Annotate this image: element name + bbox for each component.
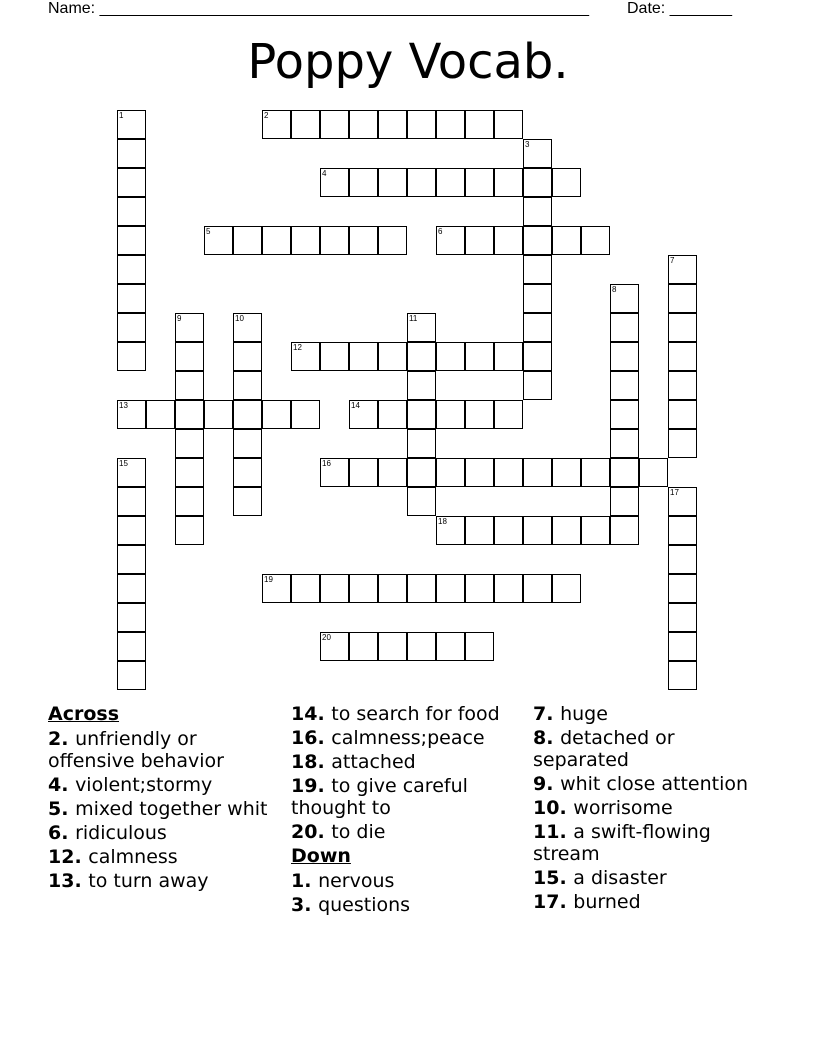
clue-text: to give careful thought to bbox=[291, 775, 468, 819]
grid-cell[interactable] bbox=[291, 342, 320, 371]
cell-number: 11 bbox=[409, 314, 418, 323]
grid-cell[interactable] bbox=[349, 574, 378, 603]
clue-item bbox=[533, 797, 773, 819]
clue-text: calmness;peace bbox=[331, 727, 485, 749]
grid-cell[interactable] bbox=[523, 139, 552, 168]
grid-cell[interactable] bbox=[639, 458, 668, 487]
grid-cell[interactable] bbox=[233, 342, 262, 371]
grid-cell[interactable] bbox=[407, 110, 436, 139]
name-field-label[interactable]: Name: _______________________________________________________ bbox=[48, 0, 589, 17]
grid-cell[interactable] bbox=[523, 516, 552, 545]
grid-cell[interactable] bbox=[117, 458, 146, 487]
grid-cell[interactable] bbox=[436, 632, 465, 661]
grid-cell[interactable] bbox=[610, 371, 639, 400]
cell-number: 13 bbox=[119, 401, 128, 410]
clue-number: 3. bbox=[291, 894, 319, 916]
grid-cell[interactable] bbox=[436, 342, 465, 371]
grid-cell[interactable] bbox=[378, 226, 407, 255]
clue-number: 2. bbox=[48, 728, 76, 750]
grid-cell[interactable] bbox=[117, 168, 146, 197]
clue-number: 16. bbox=[291, 727, 332, 749]
grid-cell[interactable] bbox=[117, 197, 146, 226]
clue-number: 18. bbox=[291, 751, 332, 773]
clue-item bbox=[533, 703, 773, 725]
grid-cell[interactable] bbox=[668, 574, 697, 603]
page-title: Poppy Vocab. bbox=[247, 34, 569, 90]
grid-cell[interactable] bbox=[465, 110, 494, 139]
clue-item bbox=[533, 891, 773, 913]
clue-text: huge bbox=[560, 703, 608, 725]
grid-cell[interactable] bbox=[668, 661, 697, 690]
clue-item bbox=[48, 870, 288, 892]
cell-number: 20 bbox=[322, 633, 331, 642]
grid-cell[interactable] bbox=[117, 139, 146, 168]
grid-cell[interactable] bbox=[378, 342, 407, 371]
clue-number: 4. bbox=[48, 774, 76, 796]
grid-cell[interactable] bbox=[175, 487, 204, 516]
grid-cell[interactable] bbox=[349, 632, 378, 661]
grid-cell[interactable] bbox=[320, 168, 349, 197]
grid-cell[interactable] bbox=[523, 168, 552, 197]
grid-cell[interactable] bbox=[117, 603, 146, 632]
clue-item bbox=[291, 727, 531, 749]
cell-number: 18 bbox=[438, 517, 447, 526]
clue-text: violent;stormy bbox=[75, 774, 213, 796]
grid-cell[interactable] bbox=[175, 371, 204, 400]
grid-cell[interactable] bbox=[465, 632, 494, 661]
grid-cell[interactable] bbox=[117, 342, 146, 371]
cell-number: 8 bbox=[612, 285, 617, 294]
grid-cell[interactable] bbox=[552, 168, 581, 197]
clue-item bbox=[48, 798, 288, 820]
grid-cell[interactable] bbox=[233, 487, 262, 516]
cell-number: 3 bbox=[525, 140, 530, 149]
grid-cell[interactable] bbox=[349, 110, 378, 139]
grid-cell[interactable] bbox=[523, 371, 552, 400]
clue-number: 14. bbox=[291, 703, 332, 725]
grid-cell[interactable] bbox=[668, 371, 697, 400]
clue-number: 1. bbox=[291, 870, 319, 892]
grid-cell[interactable] bbox=[407, 371, 436, 400]
grid-cell[interactable] bbox=[494, 168, 523, 197]
grid-cell[interactable] bbox=[117, 110, 146, 139]
grid-cell[interactable] bbox=[407, 458, 436, 487]
grid-cell[interactable] bbox=[117, 255, 146, 284]
grid-cell[interactable] bbox=[320, 110, 349, 139]
grid-cell[interactable] bbox=[175, 400, 204, 429]
clue-number: 7. bbox=[533, 703, 561, 725]
grid-cell[interactable] bbox=[552, 458, 581, 487]
clue-item bbox=[48, 728, 288, 772]
clue-item bbox=[48, 846, 288, 868]
cell-number: 5 bbox=[206, 227, 211, 236]
grid-cell[interactable] bbox=[262, 226, 291, 255]
grid-cell[interactable] bbox=[436, 110, 465, 139]
clue-item bbox=[291, 821, 531, 843]
clue-item bbox=[291, 870, 531, 892]
clue-number: 20. bbox=[291, 821, 332, 843]
grid-cell[interactable] bbox=[378, 110, 407, 139]
clue-text: nervous bbox=[318, 870, 395, 892]
grid-cell[interactable] bbox=[407, 342, 436, 371]
cell-number: 1 bbox=[119, 111, 124, 120]
clue-item bbox=[533, 821, 773, 865]
grid-cell[interactable] bbox=[204, 400, 233, 429]
clue-text: detached or separated bbox=[533, 727, 675, 771]
clue-heading: Across bbox=[48, 703, 120, 725]
grid-cell[interactable] bbox=[668, 400, 697, 429]
grid-cell[interactable] bbox=[465, 168, 494, 197]
grid-cell[interactable] bbox=[465, 400, 494, 429]
grid-cell[interactable] bbox=[610, 458, 639, 487]
clue-text: to die bbox=[331, 821, 386, 843]
clue-item bbox=[291, 775, 531, 819]
cell-number: 7 bbox=[670, 256, 675, 265]
grid-cell[interactable] bbox=[668, 632, 697, 661]
grid-cell[interactable] bbox=[320, 458, 349, 487]
clue-text: mixed together whit bbox=[75, 798, 268, 820]
grid-cell[interactable] bbox=[349, 458, 378, 487]
cell-number: 19 bbox=[264, 575, 273, 584]
grid-cell[interactable] bbox=[494, 458, 523, 487]
grid-cell[interactable] bbox=[204, 226, 233, 255]
clue-text: to search for food bbox=[331, 703, 500, 725]
date-field-label[interactable]: Date: _______ bbox=[627, 0, 732, 17]
grid-cell[interactable] bbox=[436, 168, 465, 197]
grid-cell[interactable] bbox=[552, 516, 581, 545]
grid-cell[interactable] bbox=[494, 226, 523, 255]
grid-cell[interactable] bbox=[117, 661, 146, 690]
grid-cell[interactable] bbox=[494, 400, 523, 429]
grid-cell[interactable] bbox=[262, 400, 291, 429]
grid-cell[interactable] bbox=[494, 110, 523, 139]
grid-cell[interactable] bbox=[610, 516, 639, 545]
grid-cell[interactable] bbox=[436, 516, 465, 545]
clue-text: a swift-flowing stream bbox=[533, 821, 711, 865]
clue-number: 12. bbox=[48, 846, 89, 868]
cell-number: 16 bbox=[322, 459, 331, 468]
clue-item bbox=[533, 867, 773, 889]
grid-cell[interactable] bbox=[668, 342, 697, 371]
cell-number: 6 bbox=[438, 227, 443, 236]
grid-cell[interactable] bbox=[378, 632, 407, 661]
clue-text: burned bbox=[573, 891, 641, 913]
grid-cell[interactable] bbox=[552, 574, 581, 603]
cell-number: 10 bbox=[235, 314, 244, 323]
grid-cell[interactable] bbox=[378, 458, 407, 487]
clue-number: 10. bbox=[533, 797, 574, 819]
grid-cell[interactable] bbox=[175, 516, 204, 545]
grid-cell[interactable] bbox=[349, 168, 378, 197]
grid-cell[interactable] bbox=[610, 284, 639, 313]
grid-cell[interactable] bbox=[668, 255, 697, 284]
grid-cell[interactable] bbox=[465, 516, 494, 545]
grid-cell[interactable] bbox=[349, 342, 378, 371]
grid-cell[interactable] bbox=[407, 487, 436, 516]
grid-cell[interactable] bbox=[610, 429, 639, 458]
grid-cell[interactable] bbox=[610, 400, 639, 429]
clue-text: to turn away bbox=[88, 870, 209, 892]
clues-column-2 bbox=[291, 703, 531, 918]
grid-cell[interactable] bbox=[523, 284, 552, 313]
clues-column-1 bbox=[48, 703, 288, 894]
grid-cell[interactable] bbox=[407, 429, 436, 458]
grid-cell[interactable] bbox=[117, 516, 146, 545]
clue-text: unfriendly or offensive behavior bbox=[48, 728, 224, 772]
grid-cell[interactable] bbox=[610, 342, 639, 371]
grid-cell[interactable] bbox=[407, 574, 436, 603]
grid-cell[interactable] bbox=[320, 226, 349, 255]
grid-cell[interactable] bbox=[320, 632, 349, 661]
clue-text: questions bbox=[318, 894, 411, 916]
clue-item bbox=[48, 774, 288, 796]
clues-column-3 bbox=[533, 703, 773, 915]
grid-cell[interactable] bbox=[436, 400, 465, 429]
clue-item bbox=[291, 894, 531, 916]
grid-cell[interactable] bbox=[523, 574, 552, 603]
grid-cell[interactable] bbox=[117, 632, 146, 661]
grid-cell[interactable] bbox=[349, 226, 378, 255]
cell-number: 12 bbox=[293, 343, 302, 352]
grid-cell[interactable] bbox=[668, 516, 697, 545]
grid-cell[interactable] bbox=[175, 458, 204, 487]
clue-text: ridiculous bbox=[75, 822, 167, 844]
grid-cell[interactable] bbox=[407, 400, 436, 429]
grid-cell[interactable] bbox=[320, 574, 349, 603]
grid-cell[interactable] bbox=[523, 226, 552, 255]
clue-text: whit close attention bbox=[560, 773, 749, 795]
clue-number: 17. bbox=[533, 891, 574, 913]
grid-cell[interactable] bbox=[465, 342, 494, 371]
cell-number: 2 bbox=[264, 111, 269, 120]
clue-text: a disaster bbox=[573, 867, 667, 889]
grid-cell[interactable] bbox=[610, 487, 639, 516]
grid-cell[interactable] bbox=[494, 574, 523, 603]
grid-cell[interactable] bbox=[523, 342, 552, 371]
clue-number: 11. bbox=[533, 821, 574, 843]
grid-cell[interactable] bbox=[233, 400, 262, 429]
clue-item bbox=[48, 822, 288, 844]
grid-cell[interactable] bbox=[581, 516, 610, 545]
grid-cell[interactable] bbox=[117, 284, 146, 313]
grid-cell[interactable] bbox=[175, 313, 204, 342]
clue-number: 5. bbox=[48, 798, 76, 820]
cell-number: 14 bbox=[351, 401, 360, 410]
grid-cell[interactable] bbox=[668, 429, 697, 458]
grid-cell[interactable] bbox=[291, 574, 320, 603]
grid-cell[interactable] bbox=[117, 313, 146, 342]
clue-number: 15. bbox=[533, 867, 574, 889]
grid-cell[interactable] bbox=[291, 400, 320, 429]
grid-cell[interactable] bbox=[117, 226, 146, 255]
grid-cell[interactable] bbox=[233, 313, 262, 342]
grid-cell[interactable] bbox=[291, 226, 320, 255]
grid-cell[interactable] bbox=[465, 574, 494, 603]
clue-number: 19. bbox=[291, 775, 332, 797]
grid-cell[interactable] bbox=[146, 400, 175, 429]
grid-cell[interactable] bbox=[523, 255, 552, 284]
cell-number: 9 bbox=[177, 314, 182, 323]
grid-cell[interactable] bbox=[175, 342, 204, 371]
grid-cell[interactable] bbox=[233, 429, 262, 458]
grid-cell[interactable] bbox=[523, 313, 552, 342]
clue-text: calmness bbox=[88, 846, 178, 868]
grid-cell[interactable] bbox=[175, 429, 204, 458]
grid-cell[interactable] bbox=[668, 313, 697, 342]
grid-cell[interactable] bbox=[291, 110, 320, 139]
grid-cell[interactable] bbox=[233, 226, 262, 255]
grid-cell[interactable] bbox=[523, 458, 552, 487]
cell-number: 17 bbox=[670, 488, 679, 497]
grid-cell[interactable] bbox=[378, 168, 407, 197]
grid-cell[interactable] bbox=[436, 226, 465, 255]
grid-cell[interactable] bbox=[349, 400, 378, 429]
grid-cell[interactable] bbox=[407, 632, 436, 661]
grid-cell[interactable] bbox=[668, 487, 697, 516]
grid-cell[interactable] bbox=[233, 458, 262, 487]
grid-cell[interactable] bbox=[262, 110, 291, 139]
grid-cell[interactable] bbox=[436, 574, 465, 603]
clue-text: attached bbox=[331, 751, 416, 773]
cell-number: 4 bbox=[322, 169, 327, 178]
grid-cell[interactable] bbox=[378, 574, 407, 603]
clue-number: 9. bbox=[533, 773, 561, 795]
grid-cell[interactable] bbox=[581, 226, 610, 255]
grid-cell[interactable] bbox=[523, 197, 552, 226]
grid-cell[interactable] bbox=[117, 545, 146, 574]
clue-number: 8. bbox=[533, 727, 561, 749]
cell-number: 15 bbox=[119, 459, 128, 468]
grid-cell[interactable] bbox=[233, 371, 262, 400]
grid-cell[interactable] bbox=[407, 313, 436, 342]
clue-number: 13. bbox=[48, 870, 89, 892]
clue-item bbox=[291, 703, 531, 725]
grid-cell[interactable] bbox=[668, 603, 697, 632]
grid-cell[interactable] bbox=[465, 458, 494, 487]
grid-cell[interactable] bbox=[494, 516, 523, 545]
grid-cell[interactable] bbox=[610, 313, 639, 342]
clue-item bbox=[533, 773, 773, 795]
clue-heading: Down bbox=[291, 845, 351, 867]
grid-cell[interactable] bbox=[117, 574, 146, 603]
grid-cell[interactable] bbox=[668, 545, 697, 574]
grid-cell[interactable] bbox=[552, 226, 581, 255]
grid-cell[interactable] bbox=[378, 400, 407, 429]
clue-number: 6. bbox=[48, 822, 76, 844]
grid-cell[interactable] bbox=[465, 226, 494, 255]
grid-cell[interactable] bbox=[262, 574, 291, 603]
grid-cell[interactable] bbox=[117, 487, 146, 516]
grid-cell[interactable] bbox=[668, 284, 697, 313]
clue-item bbox=[533, 727, 773, 771]
grid-cell[interactable] bbox=[117, 400, 146, 429]
grid-cell[interactable] bbox=[407, 168, 436, 197]
clue-text: worrisome bbox=[573, 797, 673, 819]
grid-cell[interactable] bbox=[581, 458, 610, 487]
grid-cell[interactable] bbox=[436, 458, 465, 487]
clue-item bbox=[291, 751, 531, 773]
grid-cell[interactable] bbox=[320, 342, 349, 371]
grid-cell[interactable] bbox=[494, 342, 523, 371]
